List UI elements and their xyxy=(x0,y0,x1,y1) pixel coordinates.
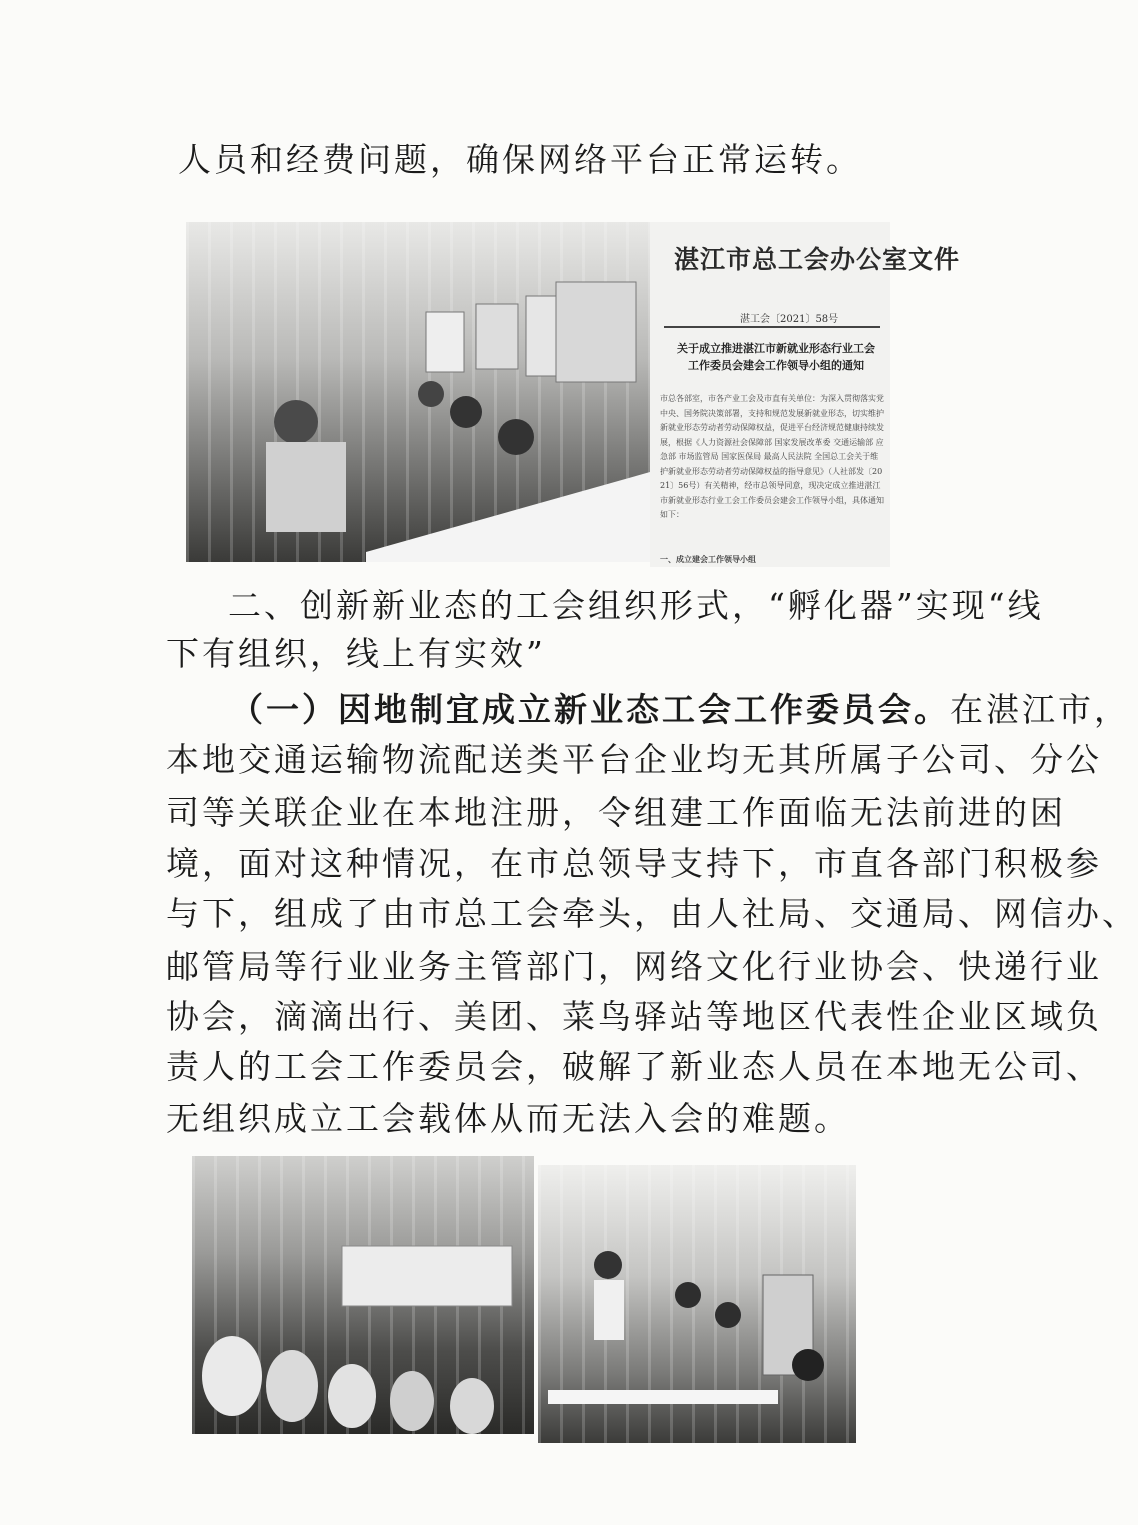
section-heading-line-1: 二、创新新业态的工会组织形式，“孵化器”实现“线 xyxy=(228,586,1044,625)
paragraph-line: 无组织成立工会载体从而无法入会的难题。 xyxy=(166,1099,850,1138)
conference-photo xyxy=(192,1156,534,1434)
paragraph-line: 责人的工会工作委员会，破解了新业态人员在本地无公司、 xyxy=(166,1047,1102,1086)
doc-divider xyxy=(664,326,880,328)
paragraph-line: 协会，滴滴出行、美团、菜鸟驿站等地区代表性企业区域负 xyxy=(166,997,1102,1036)
paragraph-line: 邮管局等行业业务主管部门，网络文化行业协会、快递行业 xyxy=(166,947,1102,986)
section-heading-line-2: 下有组织，线上有实效” xyxy=(166,634,546,673)
doc-section: 一、成立建会工作领导小组 xyxy=(660,554,756,564)
paragraph-first-line xyxy=(230,688,1130,732)
meeting-photo xyxy=(186,222,650,562)
paragraph-line: 司等关联企业在本地注册，令组建工作面临无法前进的困 xyxy=(166,793,1066,832)
paragraph-line: 与下，组成了由市总工会牵头，由人社局、交通局、网信办、 xyxy=(166,894,1138,933)
paragraph-line: 本地交通运输物流配送类平台企业均无其所属子公司、分公 xyxy=(166,740,1102,779)
classroom-photo xyxy=(538,1165,856,1443)
doc-subject: 关于成立推进湛江市新就业形态行业工会工作委员会建会工作领导小组的通知 xyxy=(677,342,875,372)
document-image xyxy=(650,222,961,567)
doc-body: 市总各部室，市各产业工会及市直有关单位：为深入贯彻落实党中央、国务院决策部署，支持和规范发展新就业形态，切实维护新就业形态劳动者劳动保障权益，促进平台经济规范健康持续发展，根据《人力资源社会保障部 国家发展改革委 交通运输部 应急部 市场监管局 国家医保局 最高人民法院 全国总工会关于维护新就业形态劳动者劳动保障权益的指导意见》（人社部发〔2021〕56号）有关精神，经市总领导同意，现决定成立推进湛江市新就业形态行业工会工作委员会建会工作领导小组，具体通知如下： xyxy=(660,394,884,519)
paragraph-lead-text: 在湛江市， xyxy=(950,690,1130,729)
doc-number: 湛工会〔2021〕58号 xyxy=(740,314,839,325)
subsection-heading: （一）因地制宜成立新业态工会工作委员会。 xyxy=(230,690,950,729)
paragraph-line-1: 人员和经费问题，确保网络平台正常运转。 xyxy=(178,140,862,179)
doc-title: 湛江市总工会办公室文件 xyxy=(674,245,961,274)
paragraph-line: 境，面对这种情况，在市总领导支持下，市直各部门积极参 xyxy=(166,844,1102,883)
